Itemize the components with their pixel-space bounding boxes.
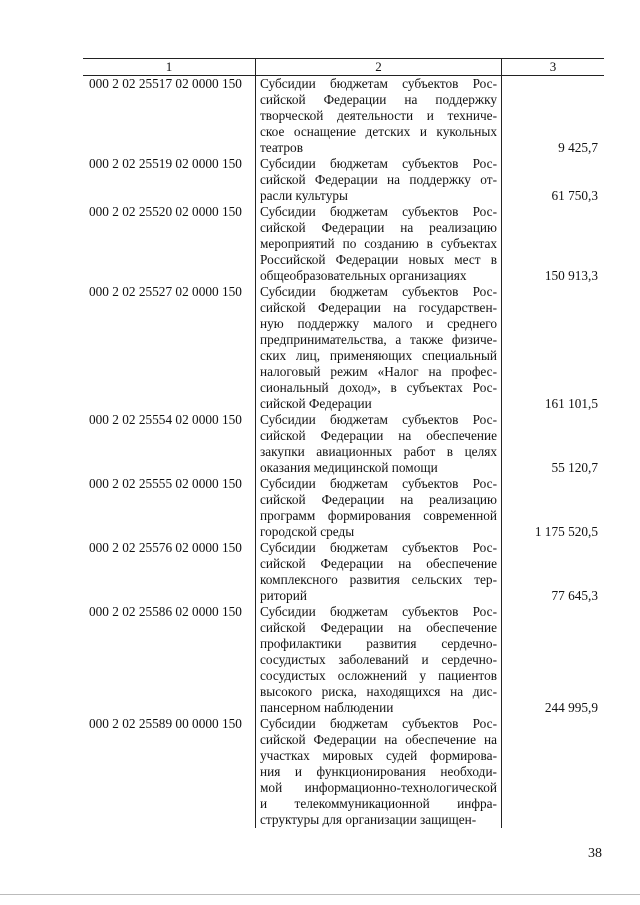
description-line: городской среды — [260, 524, 355, 539]
description-line: сийской Федерации на поддержку — [260, 92, 497, 107]
table-row — [83, 716, 604, 828]
description-line: общеобразовательных организациях — [260, 268, 467, 283]
description-line: сийской Федерации на поддержку от- — [260, 172, 497, 187]
amount-cell — [502, 412, 604, 476]
description-line: сийской Федерации на обеспечение — [260, 428, 497, 443]
budget-code: 000 2 02 25527 02 0000 150 — [83, 284, 256, 412]
description-line: структуры для организации защищен- — [260, 812, 477, 827]
budget-description — [256, 412, 502, 476]
description-line: участках мировых судей формирова- — [260, 748, 497, 763]
amount-cell — [502, 156, 604, 204]
description-line: Российской Федерации новых мест в — [260, 252, 497, 267]
description-line: программ формирования современной — [260, 508, 497, 523]
budget-code: 000 2 02 25517 02 0000 150 — [83, 76, 256, 156]
table-row — [83, 156, 604, 204]
amount-cell — [502, 604, 604, 716]
table-row — [83, 284, 604, 412]
description-line: Субсидии бюджетам субъектов Рос- — [260, 412, 497, 427]
amount-value: 1 175 520,5 — [534, 524, 598, 539]
description-line: Субсидии бюджетам субъектов Рос- — [260, 540, 497, 555]
amount-value: 150 913,3 — [544, 268, 598, 283]
description-line: Субсидии бюджетам субъектов Рос- — [260, 284, 497, 299]
table-row — [83, 540, 604, 604]
description-line: сийской Федерации на обеспечение — [260, 620, 497, 635]
description-line: сосудистых заболеваний и сердечно- — [260, 652, 497, 667]
budget-code: 000 2 02 25554 02 0000 150 — [83, 412, 256, 476]
description-line: сосудистых осложнений у пациентов — [260, 668, 497, 683]
budget-code: 000 2 02 25519 02 0000 150 — [83, 156, 256, 204]
budget-code: 000 2 02 25589 00 0000 150 — [83, 716, 256, 828]
amount-value: 77 645,3 — [551, 588, 598, 603]
description-line: ских лиц, применяющих специальный — [260, 348, 497, 363]
table-row — [83, 412, 604, 476]
description-line: мероприятий по созданию в субъектах — [260, 236, 497, 251]
header-col-3: 3 — [549, 59, 557, 74]
description-line: сийской Федерации на реализацию — [260, 492, 497, 507]
amount-value: 161 101,5 — [544, 396, 598, 411]
description-line: сийской Федерации — [260, 396, 372, 411]
budget-code: 000 2 02 25555 02 0000 150 — [83, 476, 256, 540]
budget-description — [256, 284, 502, 412]
amount-cell — [502, 716, 604, 828]
description-line: сийской Федерации на государствен- — [260, 300, 497, 315]
description-line: театров — [260, 140, 303, 155]
budget-description — [256, 540, 502, 604]
description-line: мой информационно-технологической — [260, 780, 497, 795]
description-line: комплексного развития сельских тер- — [260, 572, 497, 587]
budget-code: 000 2 02 25576 02 0000 150 — [83, 540, 256, 604]
table-header — [83, 58, 604, 76]
amount-cell — [502, 540, 604, 604]
budget-code: 000 2 02 25586 02 0000 150 — [83, 604, 256, 716]
description-line: пансерном наблюдении — [260, 700, 394, 715]
description-line: сийской Федерации на обеспечение на — [260, 732, 497, 747]
description-line: высокого риска, находящихся на дис- — [260, 684, 497, 699]
description-line: сиональный доход», в субъектах Рос- — [260, 380, 497, 395]
page-number: 38 — [588, 846, 602, 861]
amount-value: 244 995,9 — [544, 700, 598, 715]
description-line: закупки авиационных работ в целях — [260, 444, 497, 459]
budget-description — [256, 476, 502, 540]
description-line: ское оснащение детских и кукольных — [260, 124, 497, 139]
description-line: предпринимательства, а также физиче- — [260, 332, 497, 347]
budget-description — [256, 204, 502, 284]
amount-value: 55 120,7 — [551, 460, 598, 475]
amount-cell — [502, 76, 604, 156]
amount-cell — [502, 476, 604, 540]
footer-rule — [0, 894, 640, 895]
table-row — [83, 476, 604, 540]
budget-description — [256, 76, 502, 156]
description-line: Субсидии бюджетам субъектов Рос- — [260, 476, 497, 491]
description-line: оказания медицинской помощи — [260, 460, 438, 475]
description-line: Субсидии бюджетам субъектов Рос- — [260, 716, 497, 731]
description-line: ную поддержку малого и среднего — [260, 316, 497, 331]
table-body — [83, 76, 604, 828]
description-line: Субсидии бюджетам субъектов Рос- — [260, 156, 497, 171]
amount-value: 9 425,7 — [558, 140, 598, 155]
table-row — [83, 604, 604, 716]
description-line: риторий — [260, 588, 307, 603]
description-line: Субсидии бюджетам субъектов Рос- — [260, 76, 497, 91]
description-line: и телекоммуникационной инфра- — [260, 796, 497, 811]
description-line: сийской Федерации на реализацию — [260, 220, 497, 235]
description-line: ния и функционирования необходи- — [260, 764, 497, 779]
budget-description — [256, 604, 502, 716]
description-line: сийской Федерации на обеспечение — [260, 556, 497, 571]
amount-cell — [502, 204, 604, 284]
budget-description — [256, 156, 502, 204]
description-line: Субсидии бюджетам субъектов Рос- — [260, 604, 497, 619]
description-line: Субсидии бюджетам субъектов Рос- — [260, 204, 497, 219]
description-line: профилактики развития сердечно- — [260, 636, 497, 651]
budget-description — [256, 716, 502, 828]
budget-code: 000 2 02 25520 02 0000 150 — [83, 204, 256, 284]
amount-cell — [502, 284, 604, 412]
header-col-2: 2 — [256, 59, 502, 75]
table-row — [83, 76, 604, 156]
table-row — [83, 204, 604, 284]
budget-table — [83, 58, 604, 828]
description-line: расли культуры — [260, 188, 348, 203]
description-line: творческой деятельности и техниче- — [260, 108, 497, 123]
description-line: налоговый режим «Налог на профес- — [260, 364, 497, 379]
header-col-1: 1 — [83, 59, 256, 75]
amount-value: 61 750,3 — [551, 188, 598, 203]
